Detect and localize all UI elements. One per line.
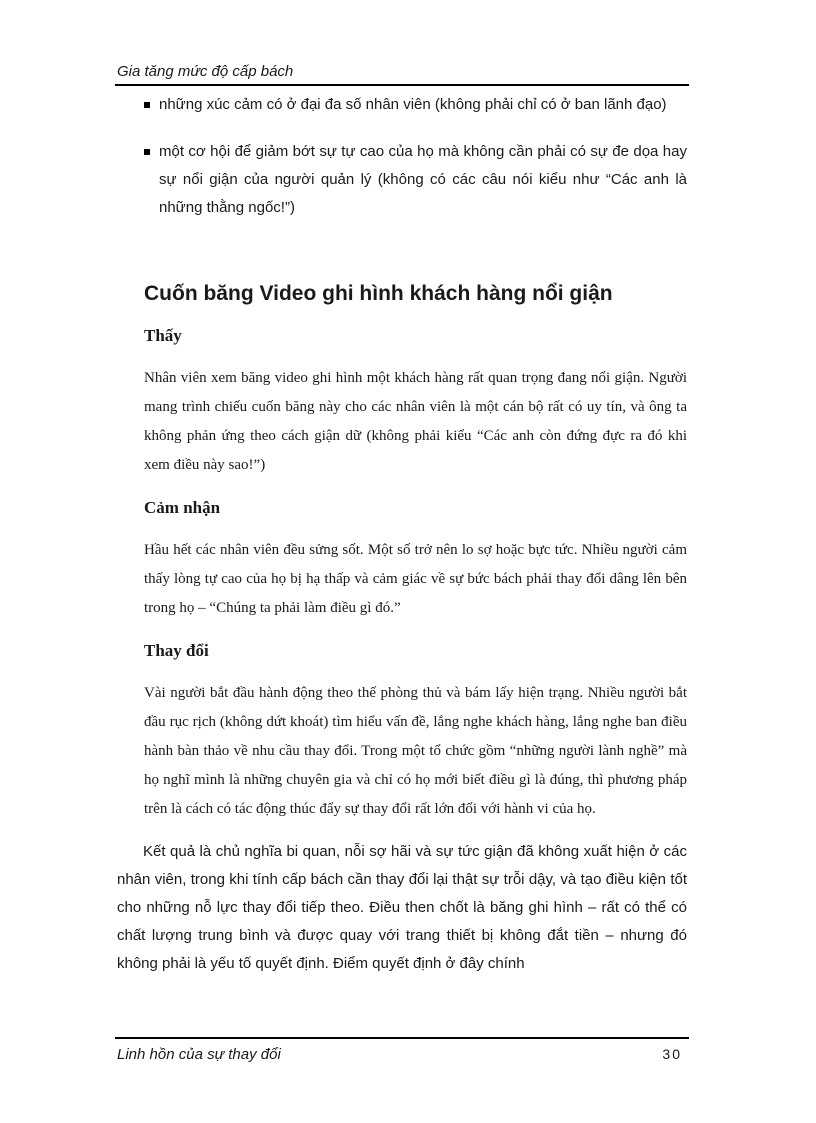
list-item (117, 91, 687, 119)
bullet-list (117, 91, 687, 222)
paragraph-change: Vài người bắt đầu hành động theo thế phòng thủ và bám lấy hiện trạng. Nhiều người bắt đầu rục rịch (không dứt khoát) tìm hiểu vấn đề, lắng nghe khách hàng, lắng nghe ban điều hành bàn thảo về nhu cầu thay đổi. Trong một tổ chức gồm “những người lành nghề” mà họ nghĩ mình là những chuyên gia và chỉ có họ mới biết điều gì là đúng, thì phương pháp trên là cách có tác động thúc đẩy sự thay đổi rất lớn đối với hành vi của họ. (144, 685, 687, 817)
footer-book-title: Linh hồn của sự thay đổi (117, 1046, 281, 1063)
square-bullet-icon (144, 102, 150, 108)
subheading-change: Thay đổi (144, 641, 209, 660)
square-bullet-icon (144, 149, 150, 155)
header-rule (115, 84, 689, 86)
page-body (117, 91, 687, 978)
footer-rule (115, 1037, 689, 1039)
subheading-see: Thấy (144, 326, 182, 345)
section-title: Cuốn băng Video ghi hình khách hàng nổi giận (144, 282, 613, 305)
page-number: 30 (662, 1046, 682, 1062)
conclusion-paragraph: Kết quả là chủ nghĩa bi quan, nỗi sợ hãi và sự tức giận đã không xuất hiện ở các nhân viên, trong khi tính cấp bách cần thay đổi lại thật sự trỗi dậy, và tạo điều kiện tốt cho những nỗ lực thay đổi tiếp theo. Điều then chốt là băng ghi hình – rất có thể có chất lượng trung bình và được quay với trang thiết bị không đắt tiền – nhưng đó không phải là yếu tố quyết định. Điểm quyết định ở đây chính (117, 843, 687, 972)
bullet-text: một cơ hội để giảm bớt sự tự cao của họ mà không cần phải có sự đe dọa hay sự nổi giận của người quản lý (không có các câu nói kiểu như “Các anh là những thằng ngốc!”) (159, 143, 687, 216)
paragraph-see: Nhân viên xem băng video ghi hình một khách hàng rất quan trọng đang nổi giận. Người mang trình chiếu cuốn băng này cho các nhân viên là một cán bộ rất có uy tín, và ông ta không phản ứng theo cách giận dữ (không phải kiểu “Các anh còn đứng đực ra đó khi xem điều này sao!”) (144, 370, 687, 473)
running-header: Gia tăng mức độ cấp bách (117, 63, 294, 80)
bullet-text: những xúc cảm có ở đại đa số nhân viên (không phải chỉ có ở ban lãnh đạo) (159, 96, 667, 113)
subheading-feel: Cảm nhận (144, 498, 221, 517)
paragraph-feel: Hầu hết các nhân viên đều sửng sốt. Một số trở nên lo sợ hoặc bực tức. Nhiều người cảm thấy lòng tự cao của họ bị hạ thấp và cảm giác về sự bức bách phải thay đổi dâng lên bên trong họ – “Chúng ta phải làm điều gì đó.” (144, 542, 687, 616)
list-item (117, 138, 687, 222)
